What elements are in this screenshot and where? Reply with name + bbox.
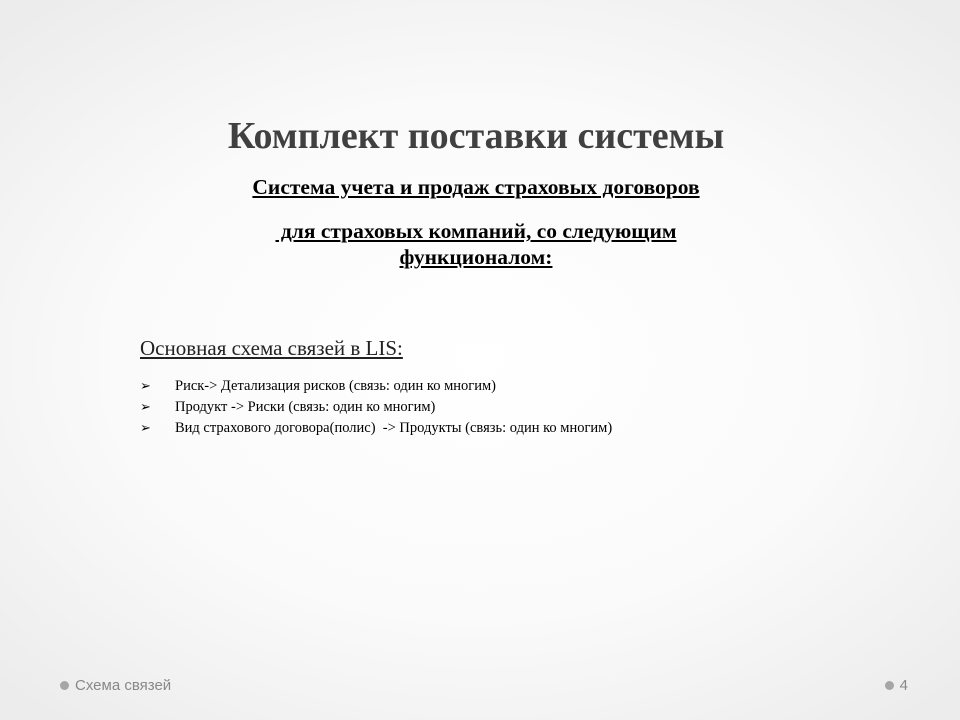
list-item [140, 420, 612, 441]
bullet-list [140, 378, 612, 441]
slide-title: Комплект поставки системы [227, 115, 725, 157]
footer-section-label [60, 677, 171, 694]
footer-dot-icon [60, 681, 69, 690]
list-item-text: Риск-> Детализация рисков (связь: один ко многим) [175, 378, 496, 394]
footer-dot-icon [885, 681, 894, 690]
list-item-text: Вид страхового договора(полис) -> Продукты (связь: один ко многим) [175, 420, 613, 436]
arrowhead-bullet-icon: ➢ [140, 399, 151, 414]
arrowhead-bullet-icon: ➢ [140, 420, 151, 435]
page-number: 4 [899, 677, 908, 694]
list-item-text: Продукт -> Риски (связь: один ко многим) [175, 399, 436, 415]
list-item [140, 399, 612, 420]
arrowhead-bullet-icon: ➢ [140, 378, 151, 393]
footer-page-number [885, 677, 908, 694]
subtitle-line-1: Система учета и продаж страховых договоров [252, 175, 700, 199]
subtitle-line-2: для страховых компаний, со следующим [275, 219, 677, 243]
list-item [140, 378, 612, 399]
footer-label: Схема связей [75, 677, 172, 694]
subtitle-line-3: функционалом: [399, 245, 553, 269]
section-heading: Основная схема связей в LIS: [140, 336, 403, 360]
